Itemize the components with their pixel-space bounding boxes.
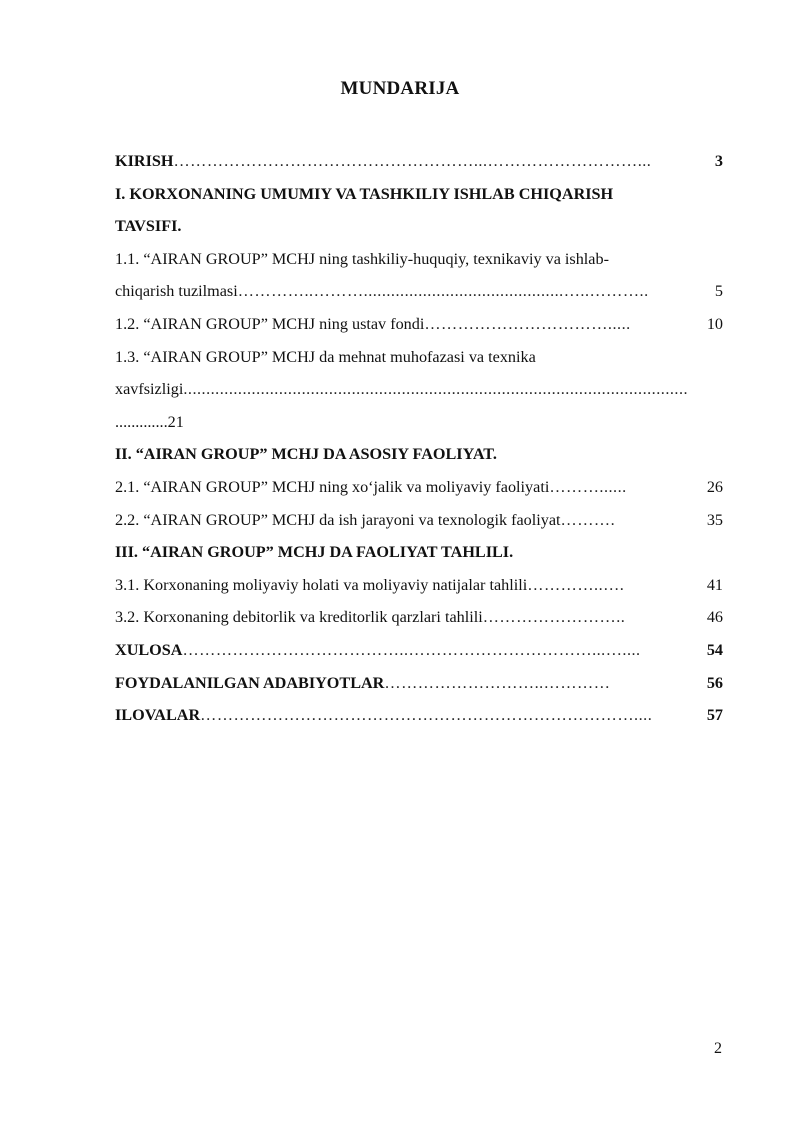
toc-entry-page: 56 (706, 673, 723, 692)
toc-entry-page: 10 (706, 314, 723, 333)
toc-entry (115, 569, 723, 602)
toc-entry-page: 35 (706, 510, 723, 529)
toc-entry-text: 1.3. “AIRAN GROUP” MCHJ da mehnat muhofazasi va texnika (115, 347, 536, 366)
toc-entry-leader: ………………………………………………...………………………... (173, 152, 652, 170)
toc-entry-text: XULOSA (115, 640, 183, 659)
toc-entry-leader: …………………….. (482, 608, 626, 627)
page-number: 2 (714, 1040, 722, 1057)
toc-entry-leader: ............................................................................................................... (183, 380, 689, 399)
toc-entry-text: 1.1. “AIRAN GROUP” MCHJ ning tashkiliy-huquqiy, texnikaviy va ishlab- (115, 249, 609, 268)
toc-entry (115, 373, 723, 406)
toc-entry-page: 57 (706, 706, 723, 725)
toc-entry-text: 1.2. “AIRAN GROUP” MCHJ ning ustav fondi (115, 314, 425, 333)
toc-entry (115, 471, 723, 504)
page-title: MUNDARIJA (340, 78, 460, 99)
toc-entry (115, 178, 723, 211)
toc-entry (115, 504, 723, 537)
toc-entry-page: 26 (706, 477, 723, 496)
toc-entry-text: chiqarish tuzilmasi (115, 282, 238, 301)
toc-entry-page: 54 (706, 640, 723, 659)
toc-entry-text: 3.1. Korxonaning moliyaviy holati va moliyaviy natijalar tahlili (115, 575, 528, 594)
toc-entry-leader: …………………………………………………………………….... (200, 706, 653, 725)
toc-entry (115, 601, 723, 634)
toc-entry (115, 243, 723, 276)
toc-entry-text: FOYDALANILGAN ADABIYOTLAR (115, 673, 385, 692)
toc-entry-page: 5 (714, 282, 723, 301)
toc-entry-text: KIRISH (115, 152, 174, 170)
toc-entry-text: 2.2. “AIRAN GROUP” MCHJ da ish jarayoni va texnologik faoliyat (115, 510, 561, 529)
toc-entry-leader: …………..…. (527, 575, 625, 594)
toc-entry-text: 2.1. “AIRAN GROUP” MCHJ ning xo‘jalik va moliyaviy faoliyati (115, 477, 550, 496)
toc-entry-text: xavfsizligi (115, 380, 184, 399)
toc-entry-text: .............21 (115, 412, 184, 431)
toc-entry-text: II. “AIRAN GROUP” MCHJ DA ASOSIY FAOLIYAT. (115, 445, 497, 464)
toc-entry (115, 210, 723, 243)
toc-entry-leader: ………. (560, 510, 616, 529)
toc-entry-leader: …………………………………..……………………………...….... (182, 640, 641, 659)
toc-entry-text: TAVSIFI. (115, 217, 182, 236)
toc-entry (115, 275, 723, 308)
toc-entry-leader: …………..………............................................…..……….. (237, 282, 649, 301)
toc-entry (115, 406, 723, 439)
toc-entry (115, 667, 723, 700)
toc-entry-text: III. “AIRAN GROUP” MCHJ DA FAOLIYAT TAHLILI. (115, 543, 514, 562)
toc-entry-leader: ………………………..………… (384, 673, 611, 692)
toc-entry (115, 341, 723, 374)
toc-entry-text: I. KORXONANING UMUMIY VA TASHKILIY ISHLAB CHIQARISH (115, 184, 614, 203)
toc-entry-text: 3.2. Korxonaning debitorlik va kreditorlik qarzlari tahlili (115, 608, 483, 627)
toc-entry-page: 41 (706, 575, 723, 594)
table-of-contents (115, 145, 723, 732)
toc-entry-page: 3 (714, 152, 723, 170)
toc-entry-text: ILOVALAR (115, 706, 201, 725)
toc-entry (115, 634, 723, 667)
toc-entry-leader: ……………………………..... (424, 314, 631, 333)
toc-entry (115, 438, 723, 471)
toc-entry (115, 536, 723, 569)
toc-entry (115, 308, 723, 341)
toc-entry-leader: ………...... (549, 477, 627, 496)
toc-entry (115, 145, 723, 178)
toc-entry (115, 699, 723, 732)
toc-entry-page: 46 (706, 608, 723, 627)
